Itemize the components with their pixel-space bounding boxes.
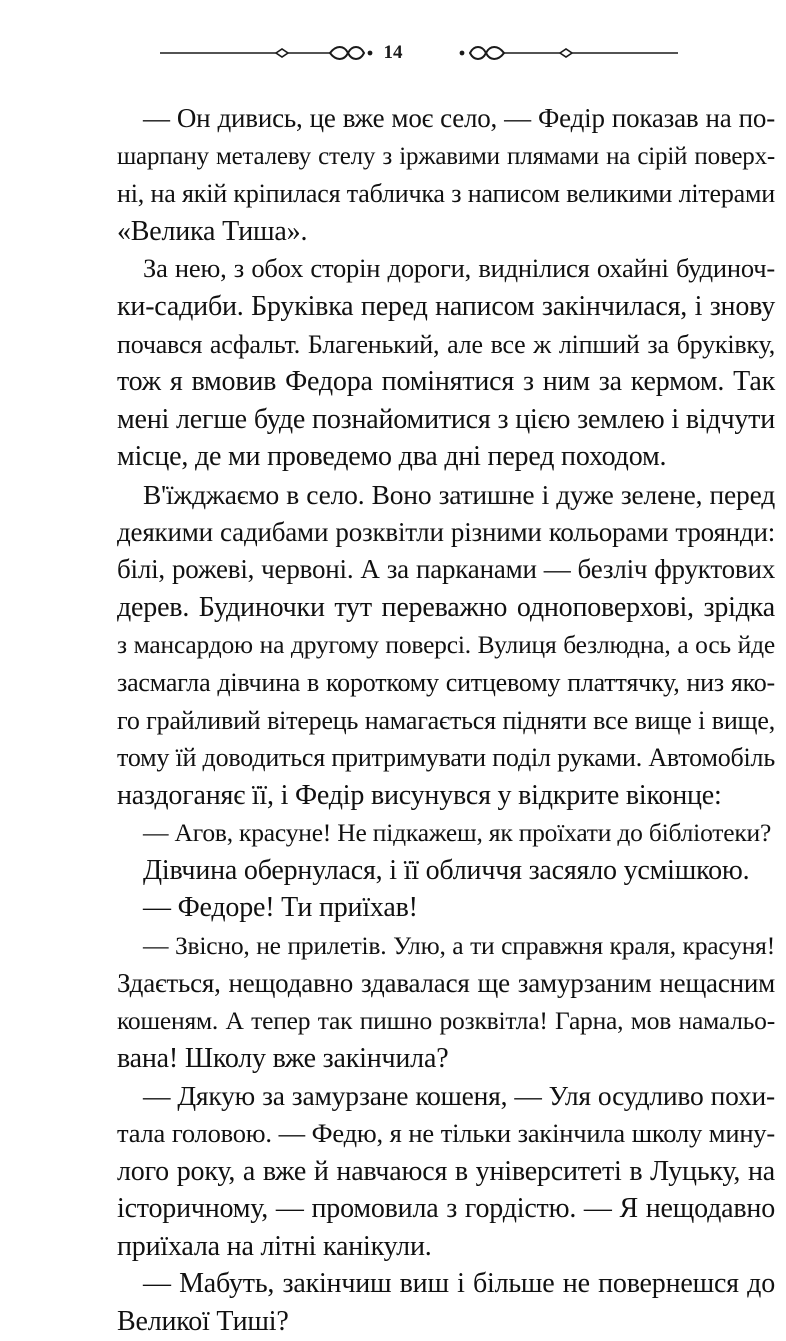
- text-line: — Мабуть, закінчиш виш і більше не повернешся до: [143, 1268, 775, 1300]
- text-line: дерев. Будиночки тут переважно одноповерхові, зрідка: [117, 591, 775, 623]
- text-line: тала головою. — Федю, я не тільки закінчила школу мину-: [117, 1118, 775, 1149]
- text-line: Здається, нещодавно здавалася ще замурзаним нещасним: [117, 967, 775, 998]
- text-line: Дівчина обернулася, і її обличчя засяяло усмішкою.: [143, 854, 750, 886]
- text-line: білі, рожеві, червоні. А за парканами — безліч фруктових: [117, 554, 775, 585]
- text-line: історичному, — промовила з гордістю. — Я нещодавно: [117, 1193, 775, 1225]
- text-line: — Дякую за замурзане кошеня, — Уля осудливо похи-: [143, 1080, 775, 1112]
- text-line: ки-садиби. Бруківка перед написом закінчилася, і знову: [117, 290, 775, 322]
- text-line: Великої Тиші?: [117, 1306, 289, 1337]
- text-line: — Звісно, не прилетів. Улю, а ти справжня краля, красуня!: [143, 931, 775, 961]
- text-line: «Велика Тиша».: [117, 215, 308, 247]
- text-line: приїхала на літні канікули.: [117, 1230, 432, 1262]
- text-line: В'їжджаємо в село. Воно затишне і дуже зелене, перед: [143, 478, 775, 510]
- text-line: лого року, а вже й навчаюся в університеті в Луцьку, на: [117, 1155, 775, 1187]
- text-line: — Федоре! Ти приїхав!: [143, 892, 418, 924]
- text-line: За нею, з обох сторін дороги, виднілися охайні будиноч-: [143, 253, 775, 284]
- text-line: місце, де ми проведемо два дні перед походом.: [117, 441, 667, 473]
- text-line: тому їй доводиться притримувати поділ руками. Автомобіль: [117, 743, 775, 773]
- text-line: шарпану металеву стелу з іржавими плямами на сірій поверх-: [117, 142, 775, 170]
- text-line: деякими садибами розквітли різними кольорами троянди:: [117, 516, 775, 547]
- text-line: з мансардою на другому поверсі. Вулиця безлюдна, а ось йде: [117, 630, 775, 660]
- text-line: ні, на якій кріпилася табличка з написом великими літерами: [117, 179, 775, 209]
- text-line: — Он дивись, це вже моє село, — Федір показав на по-: [143, 103, 775, 133]
- text-line: мені легше буде познайомитися з цією землею і відчути: [117, 403, 775, 435]
- page-number: 14: [383, 42, 403, 63]
- text-line: наздоганяє її, і Федір висунувся у відкрите віконце:: [117, 779, 722, 811]
- text-line: почався асфальт. Благенький, але все ж ліпший за бруківку,: [117, 329, 775, 359]
- text-line: вана! Школу вже закінчила?: [117, 1042, 449, 1074]
- text-line: — Агов, красуне! Не підкажеш, як проїхати до бібліотеки?: [143, 818, 772, 848]
- body-text: [117, 100, 775, 1341]
- text-line: засмагла дівчина в короткому ситцевому платтячку, низ яко-: [117, 667, 775, 697]
- text-line: го грайливий вітерець намагається підняти все вище і вище,: [117, 705, 775, 735]
- text-line: тож я вмовив Федора помінятися з ним за кермом. Так: [117, 366, 775, 398]
- text-line: кошеням. А тепер так пишно розквітла! Гарна, мов намальо-: [117, 1006, 775, 1036]
